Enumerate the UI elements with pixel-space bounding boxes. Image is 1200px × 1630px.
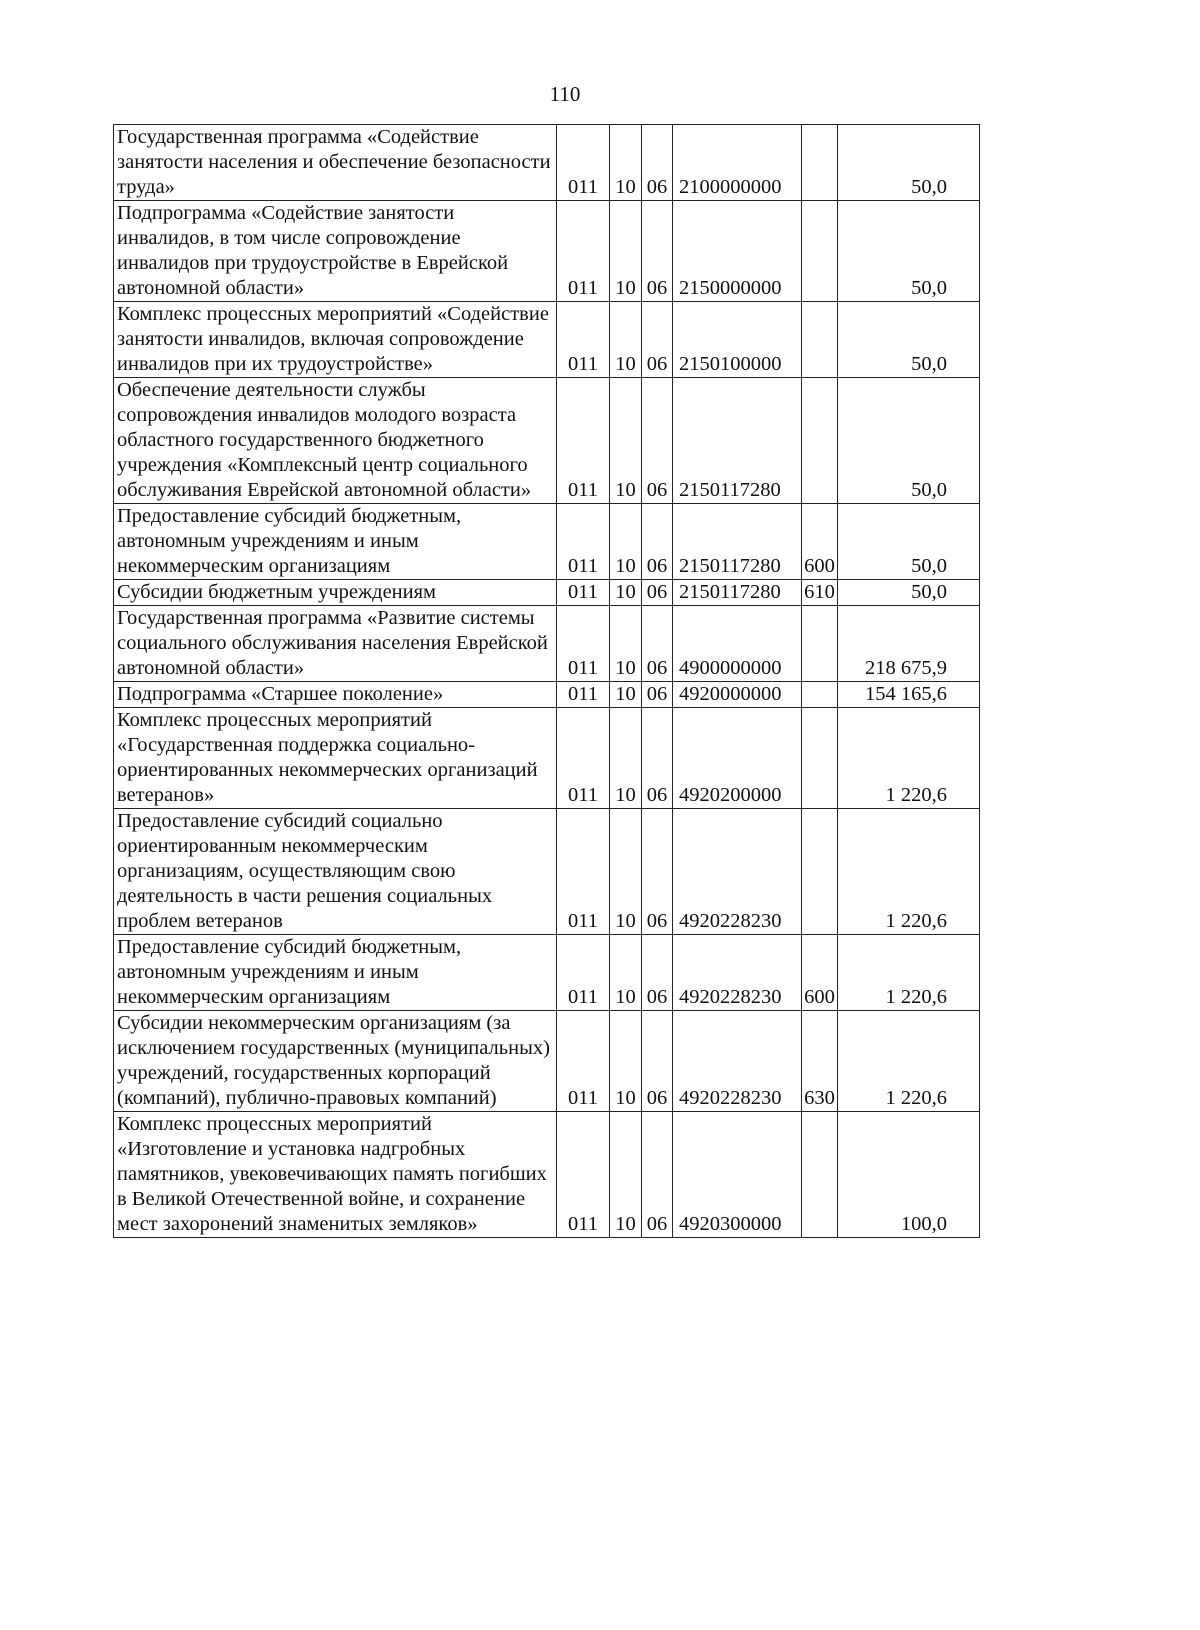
section-code: 10 [610, 125, 642, 201]
page-number: 110 [549, 82, 581, 106]
amount: 50,0 [838, 201, 980, 302]
ministry-code: 011 [557, 682, 610, 708]
ministry-code: 011 [557, 1011, 610, 1112]
expense-type-code [802, 606, 838, 682]
expense-type-code [802, 809, 838, 935]
row-name: Государственная программа «Развитие системы социального обслуживания населения Еврейской автономной области» [114, 606, 557, 682]
section-code: 10 [610, 201, 642, 302]
row-name: Подпрограмма «Содействие занятости инвалидов, в том числе сопровождение инвалидов при трудоустройстве в Еврейской автономной области» [114, 201, 557, 302]
expense-type-code [802, 302, 838, 378]
row-name: Обеспечение деятельности службы сопровождения инвалидов молодого возраста областного государственного бюджетного учреждения «Комплексный центр социального обслуживания Еврейской автономной области» [114, 378, 557, 504]
ministry-code: 011 [557, 580, 610, 606]
expense-type-code [802, 201, 838, 302]
subsection-code: 06 [642, 606, 673, 682]
subsection-code: 06 [642, 378, 673, 504]
ministry-code: 011 [557, 606, 610, 682]
table-row [114, 1112, 980, 1238]
amount: 1 220,6 [838, 708, 980, 809]
section-code: 10 [610, 378, 642, 504]
section-code: 10 [610, 580, 642, 606]
ministry-code: 011 [557, 378, 610, 504]
row-name: Подпрограмма «Старшее поколение» [114, 682, 557, 708]
row-name: Предоставление субсидий бюджетным, автономным учреждениям и иным некоммерческим организациям [114, 935, 557, 1011]
subsection-code: 06 [642, 708, 673, 809]
table-row [114, 302, 980, 378]
target-code: 2150117280 [673, 378, 802, 504]
target-code: 4920300000 [673, 1112, 802, 1238]
table-row [114, 935, 980, 1011]
table-row [114, 1011, 980, 1112]
section-code: 10 [610, 708, 642, 809]
budget-table [113, 124, 980, 1238]
target-code: 4920000000 [673, 682, 802, 708]
table-row [114, 504, 980, 580]
subsection-code: 06 [642, 1011, 673, 1112]
table-row [114, 606, 980, 682]
expense-type-code: 610 [802, 580, 838, 606]
target-code: 4900000000 [673, 606, 802, 682]
section-code: 10 [610, 682, 642, 708]
target-code: 2150117280 [673, 504, 802, 580]
expense-type-code [802, 708, 838, 809]
amount: 50,0 [838, 580, 980, 606]
amount: 1 220,6 [838, 1011, 980, 1112]
target-code: 2150000000 [673, 201, 802, 302]
target-code: 2150117280 [673, 580, 802, 606]
subsection-code: 06 [642, 504, 673, 580]
section-code: 10 [610, 809, 642, 935]
expense-type-code [802, 125, 838, 201]
target-code: 4920228230 [673, 935, 802, 1011]
subsection-code: 06 [642, 682, 673, 708]
amount: 50,0 [838, 125, 980, 201]
subsection-code: 06 [642, 935, 673, 1011]
ministry-code: 011 [557, 302, 610, 378]
amount: 100,0 [838, 1112, 980, 1238]
row-name: Государственная программа «Содействие занятости населения и обеспечение безопасности труда» [114, 125, 557, 201]
row-name: Предоставление субсидий бюджетным, автономным учреждениям и иным некоммерческим организациям [114, 504, 557, 580]
expense-type-code [802, 378, 838, 504]
amount: 154 165,6 [838, 682, 980, 708]
ministry-code: 011 [557, 201, 610, 302]
target-code: 4920228230 [673, 1011, 802, 1112]
ministry-code: 011 [557, 809, 610, 935]
amount: 218 675,9 [838, 606, 980, 682]
amount: 1 220,6 [838, 935, 980, 1011]
section-code: 10 [610, 504, 642, 580]
ministry-code: 011 [557, 504, 610, 580]
expense-type-code [802, 1112, 838, 1238]
row-name: Субсидии некоммерческим организациям (за исключением государственных (муниципальных) учреждений, государственных корпораций (компаний), публично-правовых компаний) [114, 1011, 557, 1112]
table-row [114, 201, 980, 302]
amount: 50,0 [838, 504, 980, 580]
table-row [114, 378, 980, 504]
ministry-code: 011 [557, 125, 610, 201]
table-row [114, 809, 980, 935]
subsection-code: 06 [642, 302, 673, 378]
row-name: Комплекс процессных мероприятий «Содействие занятости инвалидов, включая сопровождение инвалидов при их трудоустройстве» [114, 302, 557, 378]
table-row [114, 580, 980, 606]
row-name: Предоставление субсидий социально ориентированным некоммерческим организациям, осуществляющим свою деятельность в части решения социальных проблем ветеранов [114, 809, 557, 935]
amount: 50,0 [838, 378, 980, 504]
row-name: Комплекс процессных мероприятий «Государственная поддержка социально-ориентированных некоммерческих организаций ветеранов» [114, 708, 557, 809]
section-code: 10 [610, 1011, 642, 1112]
subsection-code: 06 [642, 201, 673, 302]
amount: 1 220,6 [838, 809, 980, 935]
section-code: 10 [610, 606, 642, 682]
section-code: 10 [610, 935, 642, 1011]
ministry-code: 011 [557, 1112, 610, 1238]
expense-type-code: 600 [802, 504, 838, 580]
table-row [114, 682, 980, 708]
section-code: 10 [610, 302, 642, 378]
expense-type-code: 630 [802, 1011, 838, 1112]
target-code: 2100000000 [673, 125, 802, 201]
subsection-code: 06 [642, 125, 673, 201]
expense-type-code: 600 [802, 935, 838, 1011]
subsection-code: 06 [642, 580, 673, 606]
table-row [114, 125, 980, 201]
row-name: Комплекс процессных мероприятий «Изготовление и установка надгробных памятников, увековечивающих память погибших в Великой Отечественной войне, и сохранение мест захоронений знаменитых земляков» [114, 1112, 557, 1238]
row-name: Субсидии бюджетным учреждениям [114, 580, 557, 606]
target-code: 4920200000 [673, 708, 802, 809]
ministry-code: 011 [557, 935, 610, 1011]
amount: 50,0 [838, 302, 980, 378]
section-code: 10 [610, 1112, 642, 1238]
table-row [114, 708, 980, 809]
subsection-code: 06 [642, 809, 673, 935]
expense-type-code [802, 682, 838, 708]
subsection-code: 06 [642, 1112, 673, 1238]
target-code: 2150100000 [673, 302, 802, 378]
ministry-code: 011 [557, 708, 610, 809]
target-code: 4920228230 [673, 809, 802, 935]
